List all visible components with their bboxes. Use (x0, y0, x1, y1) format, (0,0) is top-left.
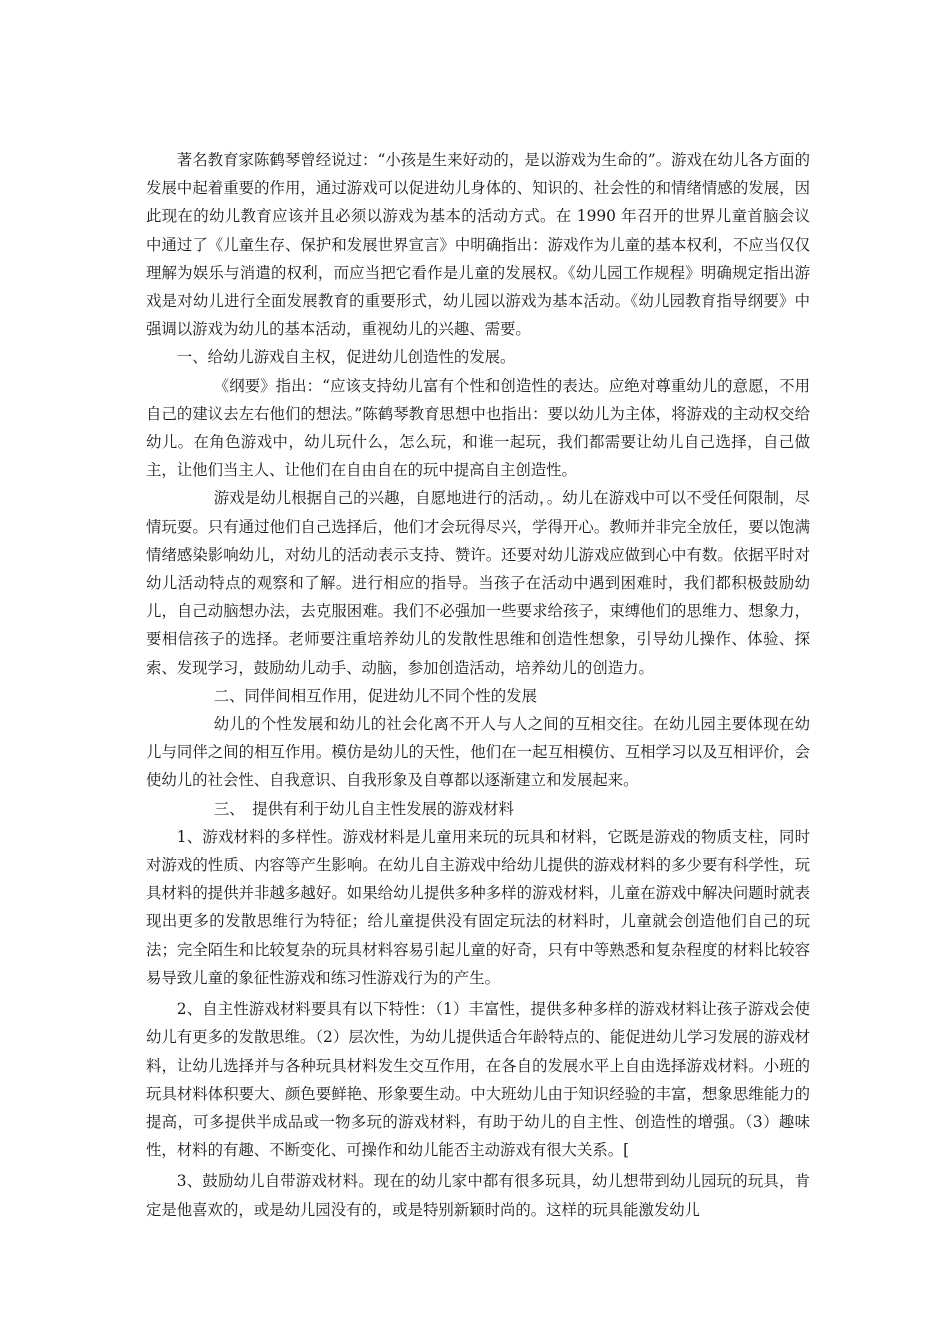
section-1-paragraph-1: 《纲要》指出：“应该支持幼儿富有个性和创造性的表达。应绝对尊重幼儿的意愿，不用自己的建议去左右他们的想法。”陈鹤琴教育思想中也指出：要以幼儿为主体，将游戏的主动权交给幼儿。在角色游戏中，幼儿玩什么，怎么玩，和谁一起玩，我们都需要让幼儿自己选择，自己做主，让他们当主人、让他们在自由自在的玩中提高自主创造性。 (146, 376, 810, 480)
section-3-item-2: 2、自主性游戏材料要具有以下特性：（1）丰富性，提供多种多样的游戏材料让孩子游戏会使幼儿有更多的发散思维。（2）层次性，为幼儿提供适合年龄特点的、能促进幼儿学习发展的游戏材料，让幼儿选择并与各种玩具材料发生交互作用，在各自的发展水平上自由选择游戏材料。小班的玩具材料体积要大、颜色要鲜艳、形象要生动。中大班幼儿由于知识经验的丰富，想象思维能力的提高，可多提供半成品或一物多玩的游戏材料，有助于幼儿的自主性、创造性的增强。（3）趣味性，材料的有趣、不断变化、可操作和幼儿能否主动游戏有很大关系。[ (146, 1000, 810, 1160)
section-1-paragraph-2: 游戏是幼儿根据自己的兴趣，自愿地进行的活动，。幼儿在游戏中可以不受任何限制，尽情玩耍。只有通过他们自己选择后，他们才会玩得尽兴，学得开心。教师并非完全放任，要以饱满情绪感染影响幼儿，对幼儿的活动表示支持、赞许。还要对幼儿游戏应做到心中有数。依据平时对幼儿活动特点的观察和了解。进行相应的指导。当孩子在活动中遇到困难时，我们都积极鼓励幼儿，自己动脑想办法，去克服困难。我们不必强加一些要求给孩子，束缚他们的思维力、想象力，要相信孩子的选择。老师要注重培养幼儿的发散性思维和创造性想象，引导幼儿操作、体验、探索、发现学习，鼓励幼儿动手、动脑，参加创造活动，培养幼儿的创造力。 (146, 489, 810, 677)
section-heading-2: 二、同伴间相互作用，促进幼儿不同个性的发展 (213, 686, 537, 705)
section-heading-1: 一、给幼儿游戏自主权，促进幼儿创造性的发展。 (176, 348, 516, 367)
intro-paragraph: 著名教育家陈鹤琴曾经说过：“小孩是生来好动的，是以游戏为生命的”。游戏在幼儿各方面的发展中起着重要的作用，通过游戏可以促进幼儿身体的、知识的、社会性的和情绪情感的发展，因此现在的幼儿教育应该并且必须以游戏为基本的活动方式。在 1990 年召开的世界儿童首脑会议中通过了《儿童生存、保护和发展世界宣言》中明确指出：游戏作为儿童的基本权利，不应当仅仅理解为娱乐与消遣的权利，而应当把它看作是儿童的发展权。《幼儿园工作规程》明确规定指出游戏是对幼儿进行全面发展教育的重要形式，幼儿园以游戏为基本活动。《幼儿园教育指导纲要》中强调以游戏为幼儿的基本活动，重视幼儿的兴趣、需要。 (146, 151, 810, 339)
section-heading-3: 三、 提供有利于幼儿自主性发展的游戏材料 (213, 799, 514, 818)
section-3-item-1: 1、游戏材料的多样性。游戏材料是儿童用来玩的玩具和材料，它既是游戏的物质支柱，同时对游戏的性质、内容等产生影响。在幼儿自主游戏中给幼儿提供的游戏材料的多少要有科学性，玩具材料的提供并非越多越好。如果给幼儿提供多种多样的游戏材料，儿童在游戏中解决问题时就表现出更多的发散思维行为特征；给儿童提供没有固定玩法的材料时，儿童就会创造他们自己的玩法；完全陌生和比较复杂的玩具材料容易引起儿童的好奇，只有中等熟悉和复杂程度的材料比较容易导致儿童的象征性游戏和练习性游戏行为的产生。 (146, 827, 810, 987)
section-3-item-3: 3、鼓励幼儿自带游戏材料。现在的幼儿家中都有很多玩具，幼儿想带到幼儿园玩的玩具，肯定是他喜欢的，或是幼儿园没有的，或是特别新颖时尚的。这样的玩具能激发幼儿 (146, 1172, 810, 1219)
section-2-paragraph-1: 幼儿的个性发展和幼儿的社会化离不开人与人之间的互相交往。在幼儿园主要体现在幼儿与同伴之间的相互作用。模仿是幼儿的天性，他们在一起互相模仿、互相学习以及互相评价，会使幼儿的社会性、自我意识、自我形象及自尊都以逐渐建立和发展起来。 (146, 715, 810, 790)
document-page (146, 146, 810, 1224)
